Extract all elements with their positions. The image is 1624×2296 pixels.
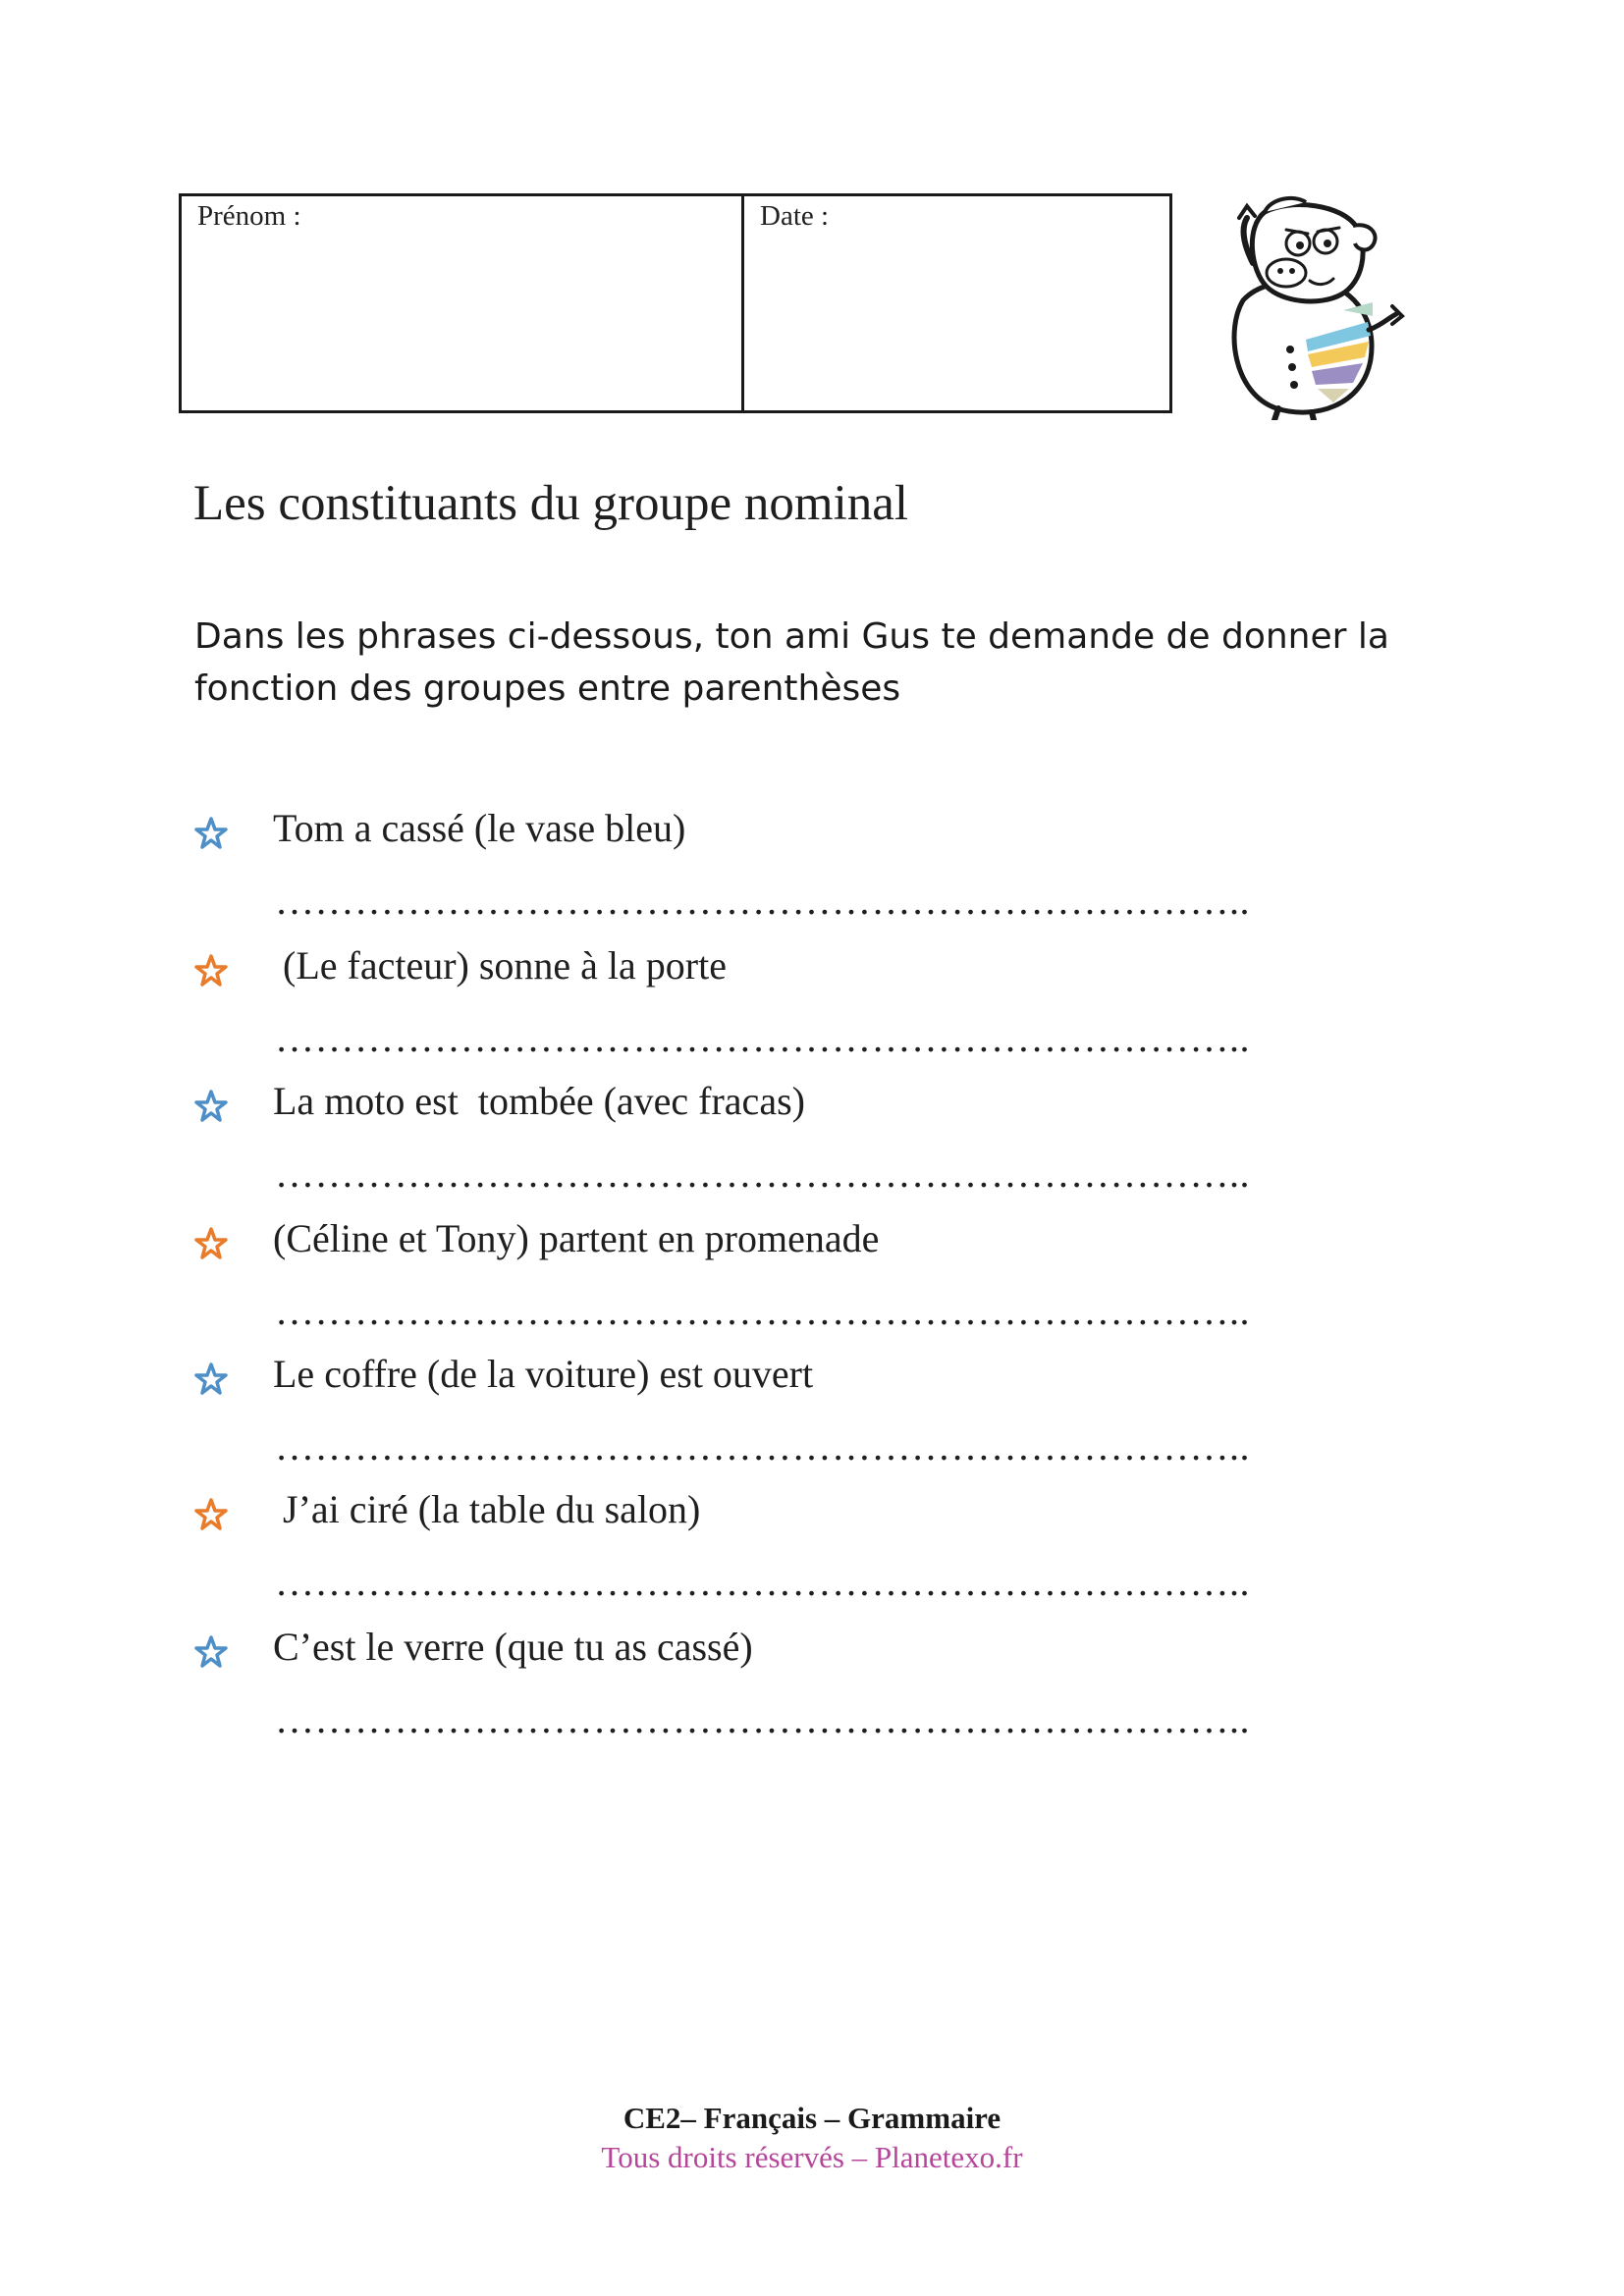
- answer-line-7[interactable]: ………………………………………………………………..: [275, 1697, 1250, 1741]
- exercise-sentence-7: C’est le verre (que tu as cassé): [273, 1625, 753, 1669]
- date-field[interactable]: [744, 196, 1169, 410]
- exercise-sentence-1: Tom a cassé (le vase bleu): [273, 806, 686, 850]
- exercise-sentence-6: J’ai ciré (la table du salon): [273, 1487, 701, 1531]
- footer-subject: CE2– Français – Grammaire: [623, 2101, 1001, 2135]
- prenom-field[interactable]: [182, 196, 744, 410]
- answer-line-1[interactable]: ………………………………………………………………..: [275, 879, 1250, 923]
- blue-star-icon: [194, 1635, 228, 1669]
- exercise-sentence-4: (Céline et Tony) partent en promenade: [273, 1216, 880, 1260]
- exercise-sentence-3: La moto est tombée (avec fracas): [273, 1079, 805, 1123]
- orange-star-icon: [194, 954, 228, 988]
- prenom-label: Prénom :: [197, 200, 301, 232]
- blue-star-icon: [194, 1090, 228, 1123]
- blue-star-icon: [194, 817, 228, 850]
- sheep-mascot-icon: [1196, 192, 1412, 420]
- answer-line-4[interactable]: ………………………………………………………………..: [275, 1289, 1250, 1333]
- answer-line-3[interactable]: ………………………………………………………………..: [275, 1151, 1250, 1196]
- exercise-sentence-2: (Le facteur) sonne à la porte: [273, 943, 727, 988]
- blue-star-icon: [194, 1362, 228, 1396]
- exercise-sentence-5: Le coffre (de la voiture) est ouvert: [273, 1352, 814, 1396]
- answer-line-2[interactable]: ………………………………………………………………..: [275, 1016, 1250, 1060]
- footer-copyright: Tous droits réservés – Planetexo.fr: [601, 2140, 1023, 2174]
- answer-line-6[interactable]: ………………………………………………………………..: [275, 1560, 1250, 1604]
- orange-star-icon: [194, 1498, 228, 1531]
- date-label: Date :: [760, 200, 830, 232]
- name-date-box: [179, 193, 1172, 413]
- orange-star-icon: [194, 1227, 228, 1260]
- page-title: Les constituants du groupe nominal: [193, 476, 909, 531]
- instruction-text: Dans les phrases ci-dessous, ton ami Gus te demande de donner la fonction des groupes entre parenthèses: [194, 616, 1389, 709]
- answer-line-5[interactable]: ………………………………………………………………..: [275, 1424, 1250, 1468]
